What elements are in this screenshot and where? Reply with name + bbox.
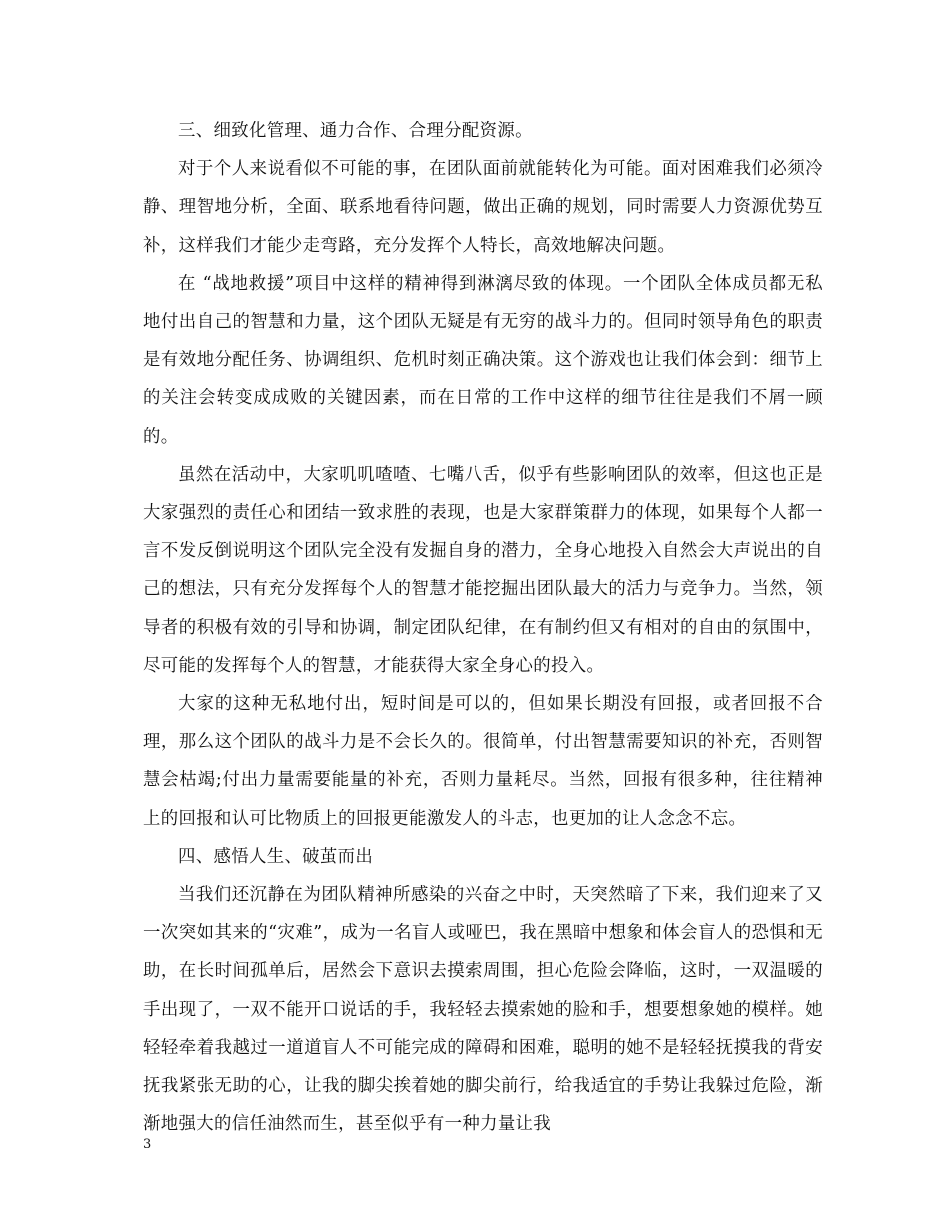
body-text xyxy=(143,112,823,1143)
section-heading-4: 四、感悟人生、破茧而出 xyxy=(178,846,374,867)
paragraph: 当我们还沉静在为团队精神所感染的兴奋之中时，天突然暗了下来，我们迎来了又一次突如其来的“灾难”，成为一名盲人或哑巴，我在黑暗中想象和体会盲人的恐惧和无助，在长时间孤单后，居然会下意识去摸索周围，担心危险会降临，这时，一双温暖的手出现了，一双不能开口说话的手，我轻轻去摸索她的脸和手，想要想象她的模样。她轻轻牵着我越过一道道盲人不可能完成的障碍和困难，聪明的她不是轻轻抚摸我的背安抚我紧张无助的心，让我的脚尖挨着她的脚尖前行，给我适宜的手势让我躲过危险，渐渐地强大的信任油然而生，甚至似乎有一种力量让我 xyxy=(143,885,823,1135)
page-number: 3 xyxy=(143,1137,152,1152)
paragraph: 在 “战地救援”项目中这样的精神得到淋漓尽致的体现。一个团队全体成员都无私地付出自己的智慧和力量，这个团队无疑是有无穷的战斗力的。但同时领导角色的职责是有效地分配任务、协调组织、危机时刻正确决策。这个游戏也让我们体会到：细节上的关注会转变成成败的关键因素，而在日常的工作中这样的细节往往是我们不屑一顾的。 xyxy=(143,273,823,447)
paragraph: 大家的这种无私地付出，短时间是可以的，但如果长期没有回报，或者回报不合理，那么这个团队的战斗力是不会长久的。很简单，付出智慧需要知识的补充，否则智慧会枯竭;付出力量需要能量的补充，否则力量耗尽。当然，回报有很多种，往往精神上的回报和认可比物质上的回报更能激发人的斗志，也更加的让人念念不忘。 xyxy=(143,694,823,829)
section-heading-3: 三、细致化管理、通力合作、合理分配资源。 xyxy=(178,121,533,141)
paragraph: 虽然在活动中，大家叽叽喳喳、七嘴八舌，似乎有些影响团队的效率，但这也正是大家强烈的责任心和团结一致求胜的表现，也是大家群策群力的体现，如果每个人都一言不发反倒说明这个团队完全没有发掘自身的潜力，全身心地投入自然会大声说出的自己的想法，只有充分发挥每个人的智慧才能挖掘出团队最大的活力与竞争力。当然，领导者的积极有效的引导和协调，制定团队纪律，在有制约但又有相对的自由的氛围中，尽可能的发挥每个人的智慧，才能获得大家全身心的投入。 xyxy=(143,464,823,676)
paragraph: 对于个人来说看似不可能的事，在团队面前就能转化为可能。面对困难我们必须冷静、理智地分析，全面、联系地看待问题，做出正确的规划，同时需要人力资源优势互补，这样我们才能少走弯路，充分发挥个人特长，高效地解决问题。 xyxy=(143,159,823,256)
